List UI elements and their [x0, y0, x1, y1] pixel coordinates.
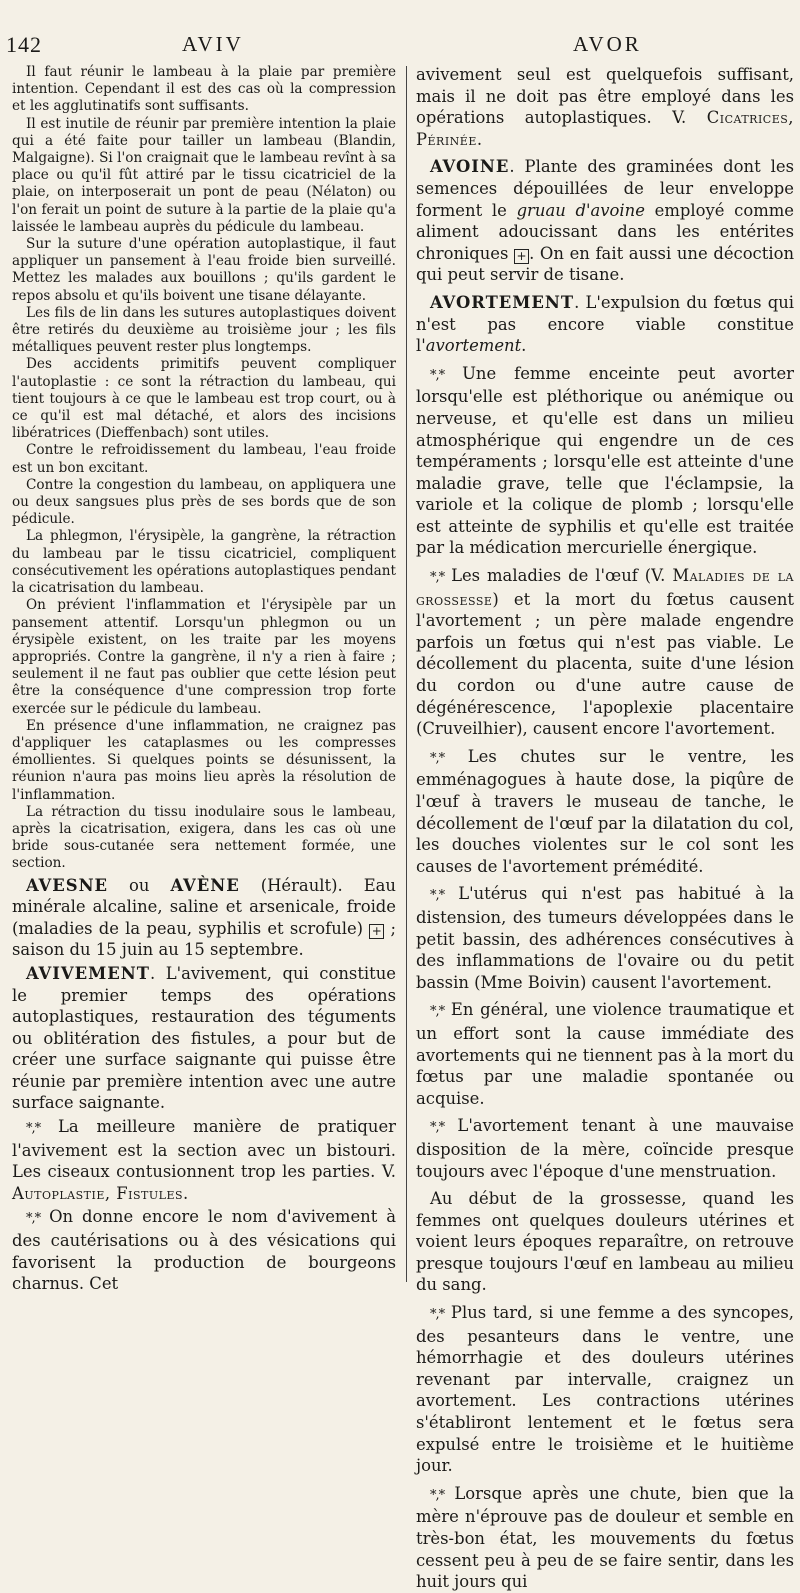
- entry-connector: ou: [108, 875, 171, 895]
- entry-avivement: [12, 963, 396, 1114]
- paragraph: [416, 746, 794, 878]
- running-head-right: AVOR: [573, 32, 642, 56]
- right-column: [416, 64, 794, 1592]
- paragraph-text: L'avortement tenant à une mauvaise disposition de la mère, coïncide presque toujours avec l'époque d'une menstruation.: [416, 1116, 794, 1181]
- cross-reference: Maladies de la grossesse: [416, 566, 794, 609]
- asterism-icon: *,*: [26, 1211, 41, 1227]
- entry-text: . L'avivement, qui constitue le premier temps des opérations autoplastiques, restauration des téguments ou oblitération des fistules, a pour but de créer une surface saignante qui puisse être réunie par première intention avec une autre surface saignante.: [12, 963, 396, 1113]
- paragraph: [416, 565, 794, 740]
- paragraph: [416, 1302, 794, 1477]
- paragraph: [416, 883, 794, 993]
- asterism-icon: *,*: [430, 1004, 445, 1020]
- paragraph: [416, 1115, 794, 1182]
- paragraph: En présence d'une inflammation, ne craignez pas d'appliquer les cataplasmes ou les compresses émollientes. Si quelques points se désunissent, la réunion n'aura pas moins lieu après la résolution de l'inflammation.: [12, 717, 396, 803]
- headword: AVORTEMENT: [430, 292, 575, 312]
- paragraph: Sur la suture d'une opération autoplastique, il faut appliquer un pansement à l'eau froide bien surveillé. Mettez les malades aux bouillons ; qu'ils gardent le repos absolu et qu'ils boivent une tisane délayante.: [12, 236, 396, 304]
- paragraph-text: Plus tard, si une femme a des syncopes, des pesanteurs dans le ventre, une hémorrhagie et des douleurs utérines revenant par intervalle, craignez un avortement. Les contractions utérines s'établiront lentement et le fœtus sera expulsé entre le troisième et le huitième jour.: [416, 1303, 794, 1476]
- boxed-cross-icon: +: [369, 924, 384, 939]
- paragraph-text: Une femme enceinte peut avorter lorsqu'elle est pléthorique ou anémique ou nerveuse, et qu'elle est dans un milieu atmosphérique qui engendre un de ces tempéraments ; lorsqu'elle est atteinte d'une maladie grave, telle que l'éclampsie, la variole et la colique de plomb ; lorsqu'elle est atteinte de syphilis et qu'elle est traitée par la médication mercurielle énergique.: [416, 363, 794, 558]
- paragraph: [416, 1483, 794, 1593]
- paragraph-text: ) et la mort du fœtus causent l'avortement ; un père malade engendre parfois un fœtus qui n'est pas viable. Le décollement du placenta, suite d'une lésion du cordon ou d'une autre cause de dégénérescence, l'apoplexie placentaire (Cruveilhier), causent encore l'avortement.: [416, 589, 794, 739]
- cross-reference: Autoplastie, Fistules: [12, 1183, 184, 1203]
- paragraph-text: Lorsque après une chute, bien que la mère n'éprouve pas de douleur et semble en très-bon état, les mouvements du fœtus cessent peu à peu de se faire sentir, dans les huit jours qui: [416, 1483, 794, 1592]
- paragraph: La rétraction du tissu inodulaire sous le lambeau, après la cicatrisation, exigera, dans les cas où une bride sous-cutanée sera nettement formée, une section.: [12, 803, 396, 872]
- paragraph: Les fils de lin dans les sutures autoplastiques doivent être retirés du deuxième au troisième jour ; les fils métalliques peuvent rester plus longtemps.: [12, 304, 396, 356]
- paragraph-text: avivement seul est quelquefois suffisant, mais il ne doit pas être employé dans les opérations autoplastiques. V.: [416, 65, 794, 128]
- paragraph: Contre le refroidissement du lambeau, l'eau froide est un bon excitant.: [12, 442, 396, 476]
- punctuation: .: [521, 336, 527, 356]
- headword: AVESNE: [26, 875, 109, 895]
- entry-text: . L'expulsion du fœtus qui n'est pas encore viable constitue l': [416, 292, 794, 356]
- paragraph: [416, 64, 794, 150]
- entry-avoine: [416, 156, 794, 286]
- paragraph-text: Au début de la grossesse, quand les femmes ont quelques douleurs utérines et voient leurs époques reparaître, on retrouve presque toujours l'œuf en lambeau au milieu du sang.: [416, 1189, 794, 1295]
- asterism-icon: *,*: [430, 750, 445, 766]
- asterism-icon: *,*: [430, 367, 445, 383]
- headword: AVÈNE: [170, 875, 240, 895]
- headword: AVOINE: [430, 157, 510, 177]
- asterism-icon: *,*: [430, 1487, 445, 1503]
- asterism-icon: *,*: [430, 570, 445, 586]
- entry-text: . Plante des graminées dont les semences dépouillées de leur enveloppe forment le: [416, 157, 794, 220]
- paragraph-text: Les maladies de l'œuf (V.: [444, 566, 673, 586]
- paragraph: Contre la congestion du lambeau, on appliquera une ou deux sangsues plus près de ses bords que de son pédicule.: [12, 476, 396, 528]
- entry-text: ; saison du 15 juin au 15 septembre.: [12, 918, 396, 960]
- entry-avesne: [12, 875, 396, 961]
- paragraph: On prévient l'inflammation et l'érysipèle par un pansement attentif. Lorsqu'un phlegmon ou un érysipèle existent, on les traite par les moyens appropriés. Contre la gangrène, il n'y a rien à faire ; seulement il ne faut pas oublier que cette lésion peut être la conséquence d'une compression trop forte exercée sur le pédicule du lambeau.: [12, 597, 396, 717]
- paragraph-text: On donne encore le nom d'avivement à des cautérisations ou à des vésications qui favorisent la production de bourgeons charnus. Cet: [12, 1207, 396, 1294]
- entry-avortement: [416, 292, 794, 357]
- paragraph: Des accidents primitifs peuvent compliquer l'autoplastie : ce sont la rétraction du lambeau, qui tient toujours à ce que le lambeau est trop court, ou à ce qu'il est mal détaché, et alors des incisions libératrices (Dieffenbach) sont utiles.: [12, 356, 396, 442]
- asterism-icon: *,*: [26, 1121, 41, 1137]
- entry-text: employé comme aliment adoucissant dans les entérites chroniques: [416, 200, 794, 263]
- paragraph: [416, 1188, 794, 1296]
- paragraph-text: En général, une violence traumatique et un effort sont la cause immédiate des avortements qui ne tiennent pas à la mort du fœtus par une maladie spontanée ou acquise.: [416, 1000, 794, 1108]
- entry-italic: avortement: [425, 336, 522, 356]
- running-header: [0, 32, 800, 58]
- entry-text: (Hérault). Eau minérale alcaline, saline et arsenicale, froide (maladies de la peau, syphilis et scrofule): [12, 875, 396, 938]
- running-head-left: AVIV: [182, 32, 244, 56]
- paragraph: Il est inutile de réunir par première intention la plaie qui a été faite pour tailler un lambeau (Blandin, Malgaigne). Si l'on craignait que le lambeau revînt à sa place ou qu'il fût attiré par le tissu cicatriciel de la plaie, on interposerait un pont de peau (Nélaton) ou l'on ferait un point de suture à la partie de la plaie qu'a laissée le lambeau auprès du pédicule du lambeau.: [12, 115, 396, 235]
- asterism-icon: *,*: [430, 1120, 445, 1136]
- paragraph: [12, 1116, 396, 1204]
- paragraph: [416, 999, 794, 1109]
- paragraph: La phlegmon, l'érysipèle, la gangrène, la rétraction du lambeau par le tissu cicatriciel, compliquent consécutivement les opérations autoplastiques pendant la cicatrisation du lambeau.: [12, 528, 396, 597]
- asterism-icon: *,*: [430, 1307, 445, 1323]
- column-divider: [406, 66, 407, 1282]
- punctuation: .: [476, 129, 483, 149]
- paragraph: Il faut réunir le lambeau à la plaie par première intention. Cependant il est des cas où la compression et les agglutinatifs sont suffisants.: [12, 64, 396, 115]
- paragraph-text: Les chutes sur le ventre, les emménagogues à haute dose, la piqûre de l'œuf à travers le museau de tanche, le décollement de l'œuf par la dilatation du col, les douches violentes sur le col sont les causes de l'avortement prémédité.: [416, 746, 794, 876]
- paragraph: [416, 363, 794, 559]
- boxed-cross-icon: +: [514, 249, 529, 264]
- left-column: [12, 64, 396, 1294]
- headword: AVIVEMENT: [26, 963, 150, 983]
- entry-italic: gruau d'avoine: [516, 200, 645, 220]
- page-number: 142: [6, 32, 42, 57]
- entry-text: . On en fait aussi une décoction qui peut servir de tisane.: [416, 243, 794, 285]
- punctuation: .: [183, 1183, 189, 1203]
- paragraph-text: L'utérus qui n'est pas habitué à la distension, des tumeurs développées dans le petit bassin, des adhérences consécutives à des inflammations de l'ovaire ou du petit bassin (Mme Boivin) causent l'avortement.: [416, 884, 794, 992]
- cross-reference: Cicatrices, Périnée: [416, 108, 794, 149]
- asterism-icon: *,*: [430, 888, 445, 904]
- paragraph: [12, 1206, 396, 1294]
- paragraph-text: La meilleure manière de pratiquer l'avivement est la section avec un bistouri. Les ciseaux contusionnent trop les parties. V.: [12, 1117, 396, 1182]
